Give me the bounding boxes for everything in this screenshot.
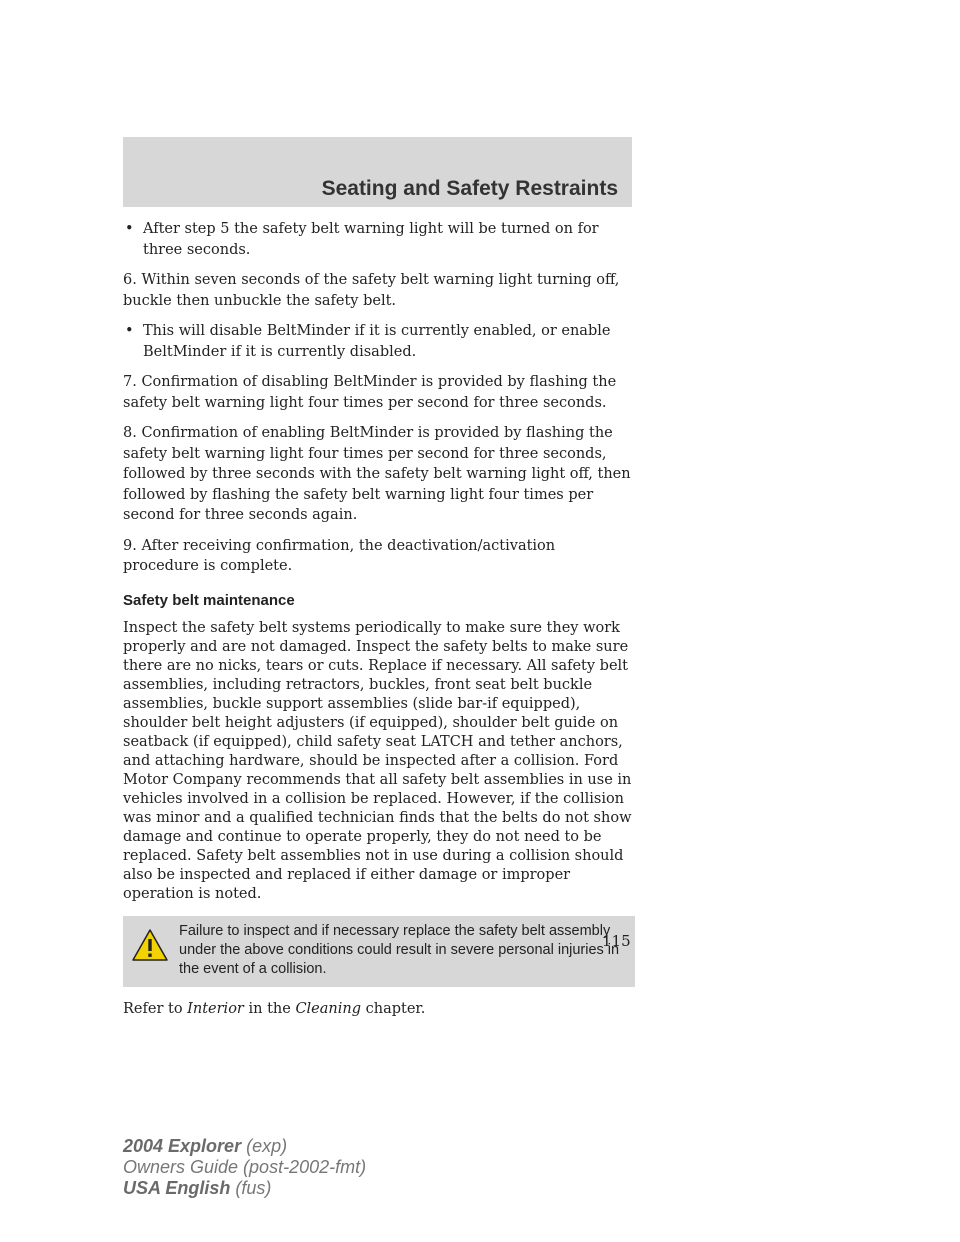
bullet-text: This will disable BeltMinder if it is currently enabled, or enable BeltMinder if it is currently disabled. (143, 323, 611, 360)
bullet-item (123, 321, 635, 362)
bullet-item (123, 219, 635, 260)
warning-text: Failure to inspect and if necessary replace the safety belt assembly under the above conditions could result in severe personal injuries in the event of a collision. (179, 923, 620, 977)
page-title: Seating and Safety Restraints (321, 177, 618, 200)
refer-line (123, 999, 635, 1020)
refer-cleaning: Cleaning (295, 1001, 361, 1017)
refer-middle: in the (243, 1001, 296, 1017)
warning-triangle-icon (131, 928, 169, 962)
footer-language: USA English (123, 1178, 231, 1198)
footer-line-2: Owners Guide (post-2002-fmt) (123, 1157, 367, 1177)
bullet-dot: • (125, 221, 134, 237)
step-6: 6. Within seven seconds of the safety belt warning light turning off, buckle then unbuckle the safety belt. (123, 272, 620, 309)
footer-line-1 (123, 1136, 366, 1157)
step-9: 9. After receiving confirmation, the deactivation/activation procedure is complete. (123, 537, 556, 574)
warning-box (123, 916, 635, 987)
section-heading: Safety belt maintenance (123, 591, 295, 609)
footer-model: 2004 Explorer (123, 1136, 242, 1156)
footer-model-code: (exp) (241, 1136, 288, 1156)
page-number: 115 (602, 932, 631, 950)
bullet-dot: • (125, 323, 134, 339)
footer-line-3 (123, 1178, 366, 1199)
refer-prefix: Refer to (123, 1001, 188, 1017)
body-text (123, 219, 635, 1030)
maintenance-paragraph: Inspect the safety belt systems periodically to make sure they work properly and are not damaged. Inspect the safety belts to make sure there are no nicks, tears or cuts. Replace if necessary. All safety belt assemblies, including retractors, buckles, front seat belt buckle assemblies, buckle support assemblies (slide bar-if equipped), shoulder belt height adjusters (if equipped), shoulder belt guide on seatback (if equipped), child safety seat LATCH and tether anchors, and attaching hardware, should be inspected after a collision. Ford Motor Company recommends that all safety belt assemblies in use in vehicles involved in a collision be replaced. However, if the collision was minor and a qualified technician finds that the belts do not show damage and continue to operate properly, they do not need to be replaced. Safety belt assemblies not in use during a collision should also be inspected and replaced if either damage or improper operation is noted. (123, 620, 632, 902)
footer-language-code: (fus) (230, 1178, 272, 1198)
header-band (123, 137, 632, 207)
step-7: 7. Confirmation of disabling BeltMinder is provided by flashing the safety belt warning light four times per second for three seconds. (123, 374, 617, 411)
refer-interior: Interior (187, 1001, 244, 1017)
step-8: 8. Confirmation of enabling BeltMinder is provided by flashing the safety belt warning light four times per second for three seconds, followed by three seconds with the safety belt warning light off, then followed by flashing the safety belt warning light four times per second for three seconds again. (123, 425, 631, 523)
bullet-text: After step 5 the safety belt warning light will be turned on for three seconds. (143, 221, 599, 258)
footer (123, 1136, 366, 1199)
maintenance-section (123, 619, 635, 904)
refer-suffix: chapter. (361, 1001, 426, 1017)
